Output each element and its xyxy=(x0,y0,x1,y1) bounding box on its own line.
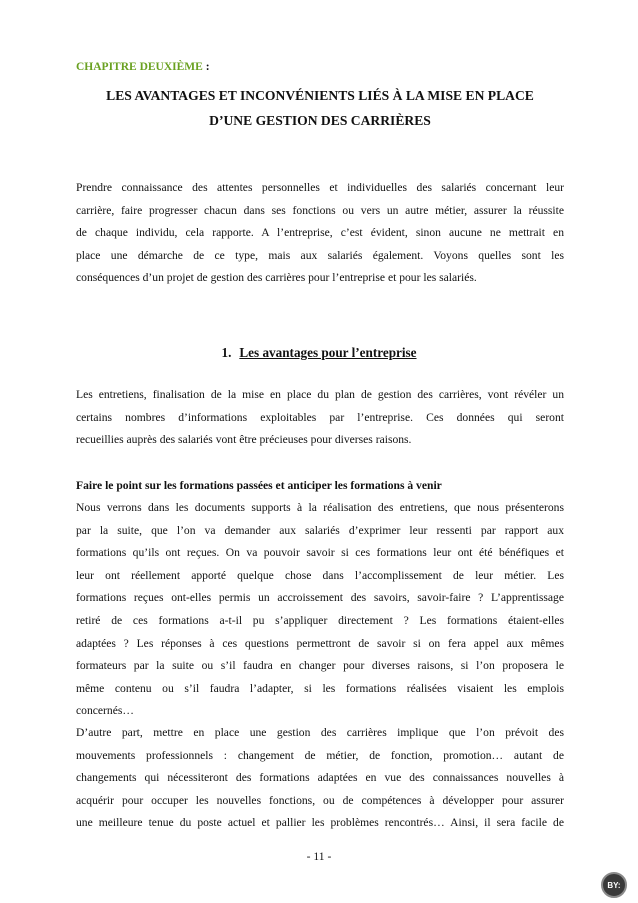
section-heading xyxy=(0,345,638,361)
section-number: 1. xyxy=(221,345,232,360)
chapter-separator: : xyxy=(202,61,210,73)
page-number: - 11 - xyxy=(306,850,332,863)
paragraph-line: acquérir pour occuper les nouvelles fonctions, ou de compétences à développer pour assurer xyxy=(76,793,564,807)
paragraph-line: recueillies auprès des salariés vont être précieuses pour diverses raisons. xyxy=(76,433,412,447)
paragraph-line: même contenu ou s’il faudra l’adapter, si les formations réalisées visaient les emplois xyxy=(76,681,564,695)
section-intro-paragraph xyxy=(76,384,564,452)
paragraph-line: certains nombres d’informations exploitables par l’entreprise. Ces données qui seront xyxy=(76,410,564,424)
paragraph-line: mouvements professionnels : changement de métier, de fonction, promotion… autant de xyxy=(76,748,564,762)
chapter-title-line-2: D’UNE GESTION DES CARRIÈRES xyxy=(209,113,431,128)
body-paragraph-1 xyxy=(76,497,564,723)
paragraph-line: formations reçues ont-elles permis un accroissement des savoirs, savoir-faire ? L’apprentissage xyxy=(76,591,564,605)
chapter-label xyxy=(76,61,210,73)
paragraph-line: par la suite, que l’on va demander aux salariés d’exprimer leur ressenti par rapport aux xyxy=(76,523,564,537)
chapter-title-line-1: LES AVANTAGES ET INCONVÉNIENTS LIÉS À LA MISE EN PLACE xyxy=(106,88,534,103)
paragraph-line: retiré de ces formations a-t-il pu s’appliquer directement ? Les formations étaient-elles xyxy=(76,613,564,627)
paragraph-line: D’autre part, mettre en place une gestion des carrières implique que l’on prévoit des xyxy=(76,726,564,739)
paragraph-line: leur ont réellement apporté quelque chose dans l’accomplissement de leur métier. Les xyxy=(76,568,564,582)
paragraph-line: formations qu’ils ont reçues. On va pouvoir savoir si ces formations leur ont été bénéfiques et xyxy=(76,546,564,560)
license-badge-icon[interactable]: BY: xyxy=(601,872,627,898)
section-title: Les avantages pour l’entreprise xyxy=(239,345,417,360)
paragraph-line: adaptées ? Les réponses à ces questions permettront de savoir si on fera appel aux mêmes xyxy=(76,636,564,650)
paragraph-line: place une démarche de ce type, mais aux salariés également. Voyons quelles sont les xyxy=(76,248,564,262)
paragraph-line: formateurs par la suite ou s’il faudra en changer pour diverses raisons, si l’on proposera le xyxy=(76,659,564,673)
body-paragraph-2 xyxy=(76,722,564,835)
paragraph-line: une meilleure tenue du poste actuel et pallier les problèmes rencontrés… Ainsi, il sera facile de xyxy=(76,816,564,830)
paragraph-line: conséquences d’un projet de gestion des carrières pour l’entreprise et pour les salariés. xyxy=(76,271,477,285)
intro-paragraph xyxy=(76,177,564,290)
paragraph-line: Les entretiens, finalisation de la mise en place du plan de gestion des carrières, vont révéler un xyxy=(76,388,564,401)
subheading: Faire le point sur les formations passées et anticiper les formations à venir xyxy=(76,479,442,492)
paragraph-line: concernés… xyxy=(76,704,134,718)
chapter-name: CHAPITRE DEUXIÈME xyxy=(76,61,203,73)
paragraph-line: changements qui nécessiteront des formations adaptées en vue des connaissances nouvelles à xyxy=(76,771,564,785)
paragraph-line: de chaque individu, cela rapporte. A l’entreprise, c’est évident, sinon aucune ne mettrait en xyxy=(76,226,564,240)
paragraph-line: Prendre connaissance des attentes personnelles et individuelles des salariés concernant leur xyxy=(76,181,564,194)
paragraph-line: carrière, faire progresser chacun dans ses fonctions ou vers un autre métier, assurer la réussite xyxy=(76,203,564,217)
paragraph-line: Nous verrons dans les documents supports à la réalisation des entretiens, que nous présenterons xyxy=(76,501,564,514)
